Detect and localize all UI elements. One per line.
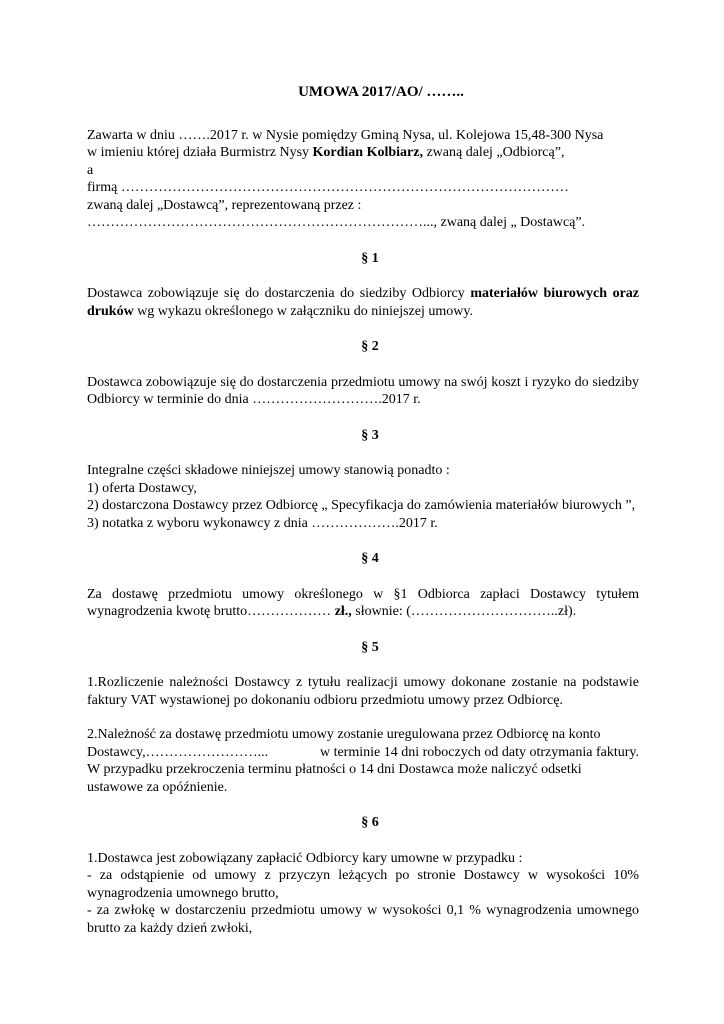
intro-line-6: ………………………………………………………………..., zwaną dalej „ Dostawcą”. xyxy=(87,215,586,230)
section-4-currency: zł., xyxy=(334,604,352,619)
section-5-paragraph-2-line-3: W przypadku przekroczenia terminu płatności o 14 dni Dostawca może naliczyć odsetki xyxy=(87,762,582,777)
section-2-mark: § 2 xyxy=(361,339,379,354)
section-3-item-3: 3) notatka z wyboru wykonawcy z dnia ……………….2017 r. xyxy=(87,515,438,531)
section-3-item-2: 2) dostarczona Dostawcy przez Odbiorcę „ Specyfikacja do zamówienia materiałów biurowych ”, xyxy=(87,498,636,513)
section-4-text-pre: Za dostawę przedmiotu umowy określonego w §1 Odbiorca zapłaci Dostawcy tytułem wynagrodzenia kwotę brutto……………… xyxy=(87,586,639,619)
section-1-text-post: wg wykazu określonego w załączniku do niniejszej umowy. xyxy=(133,303,473,319)
section-5-paragraph-2-line-4: ustawowe za opóźnienie. xyxy=(87,779,228,795)
contract-page xyxy=(87,84,639,937)
section-1-text-pre: Dostawca zobowiązuje się do dostarczenia do siedziby Odbiorcy xyxy=(87,286,471,301)
section-4-text-post: słownie: (…………………………..zł). xyxy=(351,604,577,619)
intro-line-1: Zawarta w dniu …….2017 r. w Nysie pomiędzy Gminą Nysa, ul. Kolejowa 15,48-300 Nysa xyxy=(87,127,604,143)
section-5-account-blank: Dostawcy,……………………... xyxy=(87,744,269,760)
section-5-paragraph-2-line-2 xyxy=(87,744,639,762)
section-5-paragraph-2-line-1: 2.Należność za dostawę przedmiotu umowy zostanie uregulowana przez Odbiorcę na konto xyxy=(87,727,601,742)
section-3-item-1: 1) oferta Dostawcy, xyxy=(87,480,197,496)
section-6-paragraph-1: 1.Dostawca jest zobowiązany zapłacić Odbiorcy kary umowne w przypadku : xyxy=(87,850,523,866)
section-1-text xyxy=(87,285,639,320)
section-5-mark: § 5 xyxy=(361,639,379,655)
section-3-mark: § 3 xyxy=(361,427,379,443)
section-4-text xyxy=(87,586,639,621)
intro-line-2 xyxy=(87,144,639,162)
intro-line-4: firmą …………………………………………………………………………………… xyxy=(87,180,569,195)
document-title: UMOWA 2017/AO/ …….. xyxy=(298,84,464,100)
section-4-mark: § 4 xyxy=(361,551,379,566)
section-5-paragraph-1: 1.Rozliczenie należności Dostawcy z tytułu realizacji umowy dokonane zostanie na podstawie faktury VAT wystawionej po dokonaniu odbioru przedmiotu umowy przez Odbiorcę. xyxy=(87,675,639,708)
intro-line-2-tail: zwaną dalej „Odbiorcą”, xyxy=(422,145,565,160)
section-3-intro: Integralne części składowe niniejszej umowy stanowią ponadto : xyxy=(87,463,450,478)
paragraph-gap xyxy=(87,709,639,726)
section-1-text-bold: materiałów biurowych oraz druków xyxy=(87,286,639,319)
intro-block xyxy=(87,127,639,232)
section-5-payment-term: w terminie 14 dni roboczych od daty otrzymania faktury. xyxy=(319,744,639,760)
mayor-name: Kordian Kolbiarz, xyxy=(312,145,423,160)
section-6-penalty-withdrawal: - za odstąpienie od umowy z przyczyn leżących po stronie Dostawcy w wysokości 10% wynagrodzenia umownego brutto, xyxy=(87,868,639,901)
section-6-penalty-delay: - za zwłokę w dostarczeniu przedmiotu umowy w wysokości 0,1 % wynagrodzenia umownego brutto za każdy dzień zwłoki, xyxy=(87,903,639,936)
section-6-mark: § 6 xyxy=(361,815,379,830)
intro-line-2-text: w imieniu której działa Burmistrz Nysy xyxy=(87,145,313,160)
intro-line-3: a xyxy=(87,162,94,178)
intro-line-5: zwaną dalej „Dostawcą”, reprezentowaną przez : xyxy=(87,197,362,213)
section-2-text: Dostawca zobowiązuje się do dostarczenia przedmiotu umowy na swój koszt i ryzyko do siedziby Odbiorcy w terminie do dnia ……………………….2017 r. xyxy=(87,374,639,407)
section-1-mark: § 1 xyxy=(361,250,379,266)
